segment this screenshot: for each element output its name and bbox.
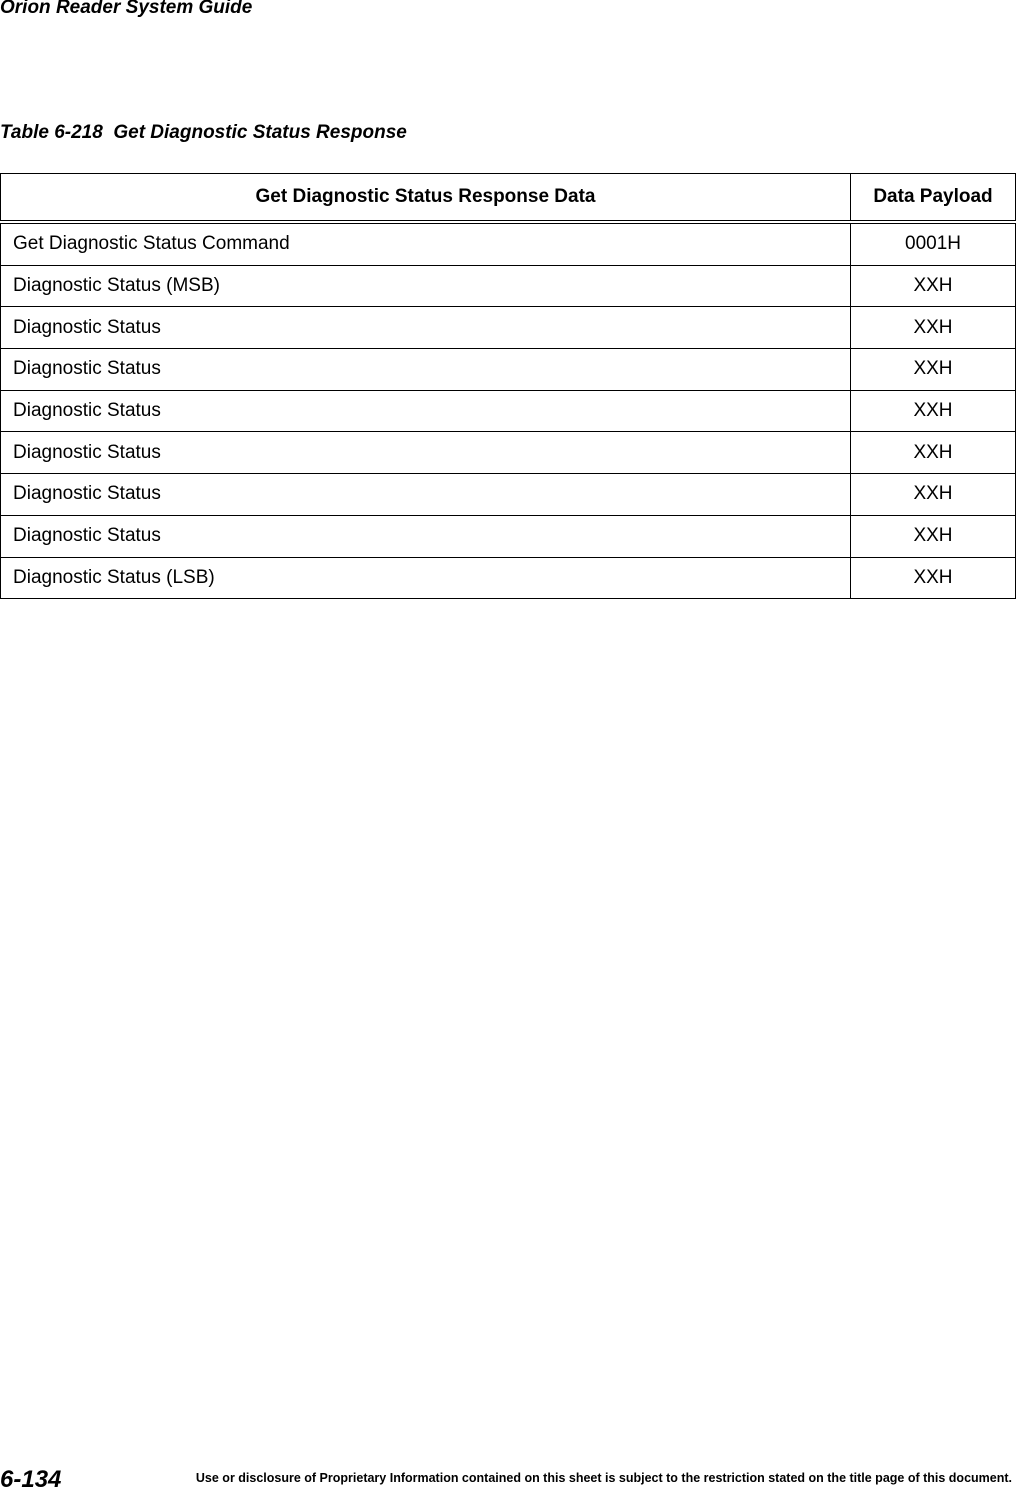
page-number: 6-134 bbox=[0, 1466, 62, 1493]
table-caption: Table 6-218 Get Diagnostic Status Response bbox=[0, 122, 407, 143]
column-header-data: Get Diagnostic Status Response Data bbox=[1, 174, 851, 223]
running-header: Orion Reader System Guide bbox=[0, 0, 253, 18]
proprietary-notice: Use or disclosure of Proprietary Information contained on this sheet is subject to the restriction stated on the title page of this document. bbox=[195, 1471, 1012, 1485]
row-field: Diagnostic Status bbox=[1, 349, 851, 391]
row-payload: 0001H bbox=[851, 222, 1016, 265]
row-payload: XXH bbox=[851, 265, 1016, 307]
row-payload: XXH bbox=[851, 307, 1016, 349]
row-field: Diagnostic Status (LSB) bbox=[1, 557, 851, 599]
table-header-row bbox=[1, 174, 1016, 223]
diagnostic-status-table bbox=[0, 173, 1016, 599]
table-row bbox=[1, 265, 1016, 307]
table-row bbox=[1, 474, 1016, 516]
row-payload: XXH bbox=[851, 349, 1016, 391]
table-row bbox=[1, 222, 1016, 265]
table-row bbox=[1, 390, 1016, 432]
row-field: Diagnostic Status bbox=[1, 432, 851, 474]
row-field: Diagnostic Status bbox=[1, 474, 851, 516]
row-field: Diagnostic Status bbox=[1, 515, 851, 557]
row-payload: XXH bbox=[851, 474, 1016, 516]
row-field: Diagnostic Status bbox=[1, 307, 851, 349]
row-field: Get Diagnostic Status Command bbox=[1, 222, 851, 265]
table-row bbox=[1, 557, 1016, 599]
row-payload: XXH bbox=[851, 557, 1016, 599]
table-row bbox=[1, 307, 1016, 349]
row-payload: XXH bbox=[851, 515, 1016, 557]
row-payload: XXH bbox=[851, 390, 1016, 432]
column-header-payload: Data Payload bbox=[851, 174, 1016, 223]
table-row bbox=[1, 515, 1016, 557]
table-row bbox=[1, 432, 1016, 474]
row-field: Diagnostic Status bbox=[1, 390, 851, 432]
row-field: Diagnostic Status (MSB) bbox=[1, 265, 851, 307]
row-payload: XXH bbox=[851, 432, 1016, 474]
table-row bbox=[1, 349, 1016, 391]
